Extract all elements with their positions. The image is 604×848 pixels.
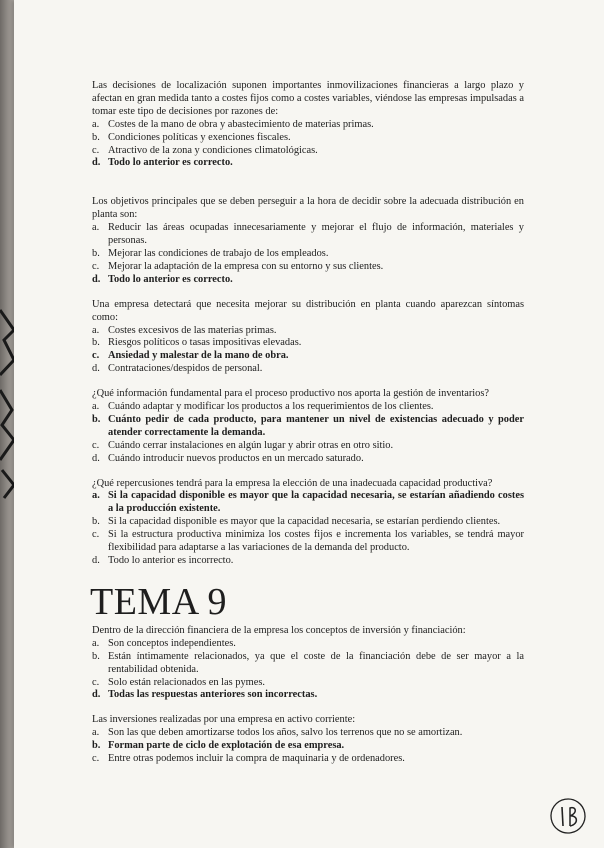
option-letter: c. — [92, 439, 100, 451]
answer-option — [92, 337, 524, 350]
answer-option — [92, 274, 524, 287]
answer-option — [92, 516, 524, 529]
option-letter: a. — [92, 401, 100, 413]
answer-option — [92, 222, 524, 248]
option-letter: b. — [92, 247, 100, 259]
option-text: Cuándo adaptar y modificar los productos a los requerimientos de los clientes. — [108, 401, 434, 413]
question-text: Las decisiones de localización suponen importantes inmovilizaciones financieras a largo plazo y afectan en gran medida tanto a costes fijos como a costes variables, viéndose las empresas impulsadas a tomar este tipo de decisiones por razones de: — [92, 80, 524, 117]
answer-option — [92, 248, 524, 261]
option-text: Contrataciones/despidos de personal. — [108, 363, 263, 375]
question-block — [92, 478, 524, 568]
option-text: Todo lo anterior es correcto. — [108, 273, 233, 285]
answer-option — [92, 145, 524, 158]
question-block — [92, 80, 524, 170]
option-text: Todo lo anterior es correcto. — [108, 157, 233, 169]
option-letter: d. — [92, 363, 100, 375]
question-block — [92, 299, 524, 376]
answer-option — [92, 132, 524, 145]
option-text: Ansiedad y malestar de la mano de obra. — [108, 350, 289, 362]
option-text: Mejorar las condiciones de trabajo de los empleados. — [108, 247, 329, 259]
option-list — [92, 401, 524, 466]
option-text: Forman parte de ciclo de explotación de esa empresa. — [108, 740, 345, 752]
option-list — [92, 325, 524, 377]
option-list — [92, 727, 524, 766]
option-text: Son las que deben amortizarse todos los años, salvo los terrenos que no se amortizan. — [108, 727, 463, 739]
answer-option — [92, 440, 524, 453]
option-text: Atractivo de la zona y condiciones climatológicas. — [108, 144, 318, 156]
answer-option — [92, 453, 524, 466]
answer-option — [92, 401, 524, 414]
questions-after — [92, 625, 524, 766]
answer-option — [92, 350, 524, 363]
option-text: Si la capacidad disponible es mayor que la capacidad necesaria, se estarían perdiendo clientes. — [108, 516, 501, 528]
option-letter: c. — [92, 529, 100, 541]
option-text: Entre otras podemos incluir la compra de maquinaria y de ordenadores. — [108, 753, 405, 765]
option-letter: b. — [92, 516, 100, 528]
option-letter: d. — [92, 273, 101, 285]
option-text: Todo lo anterior es incorrecto. — [108, 555, 234, 566]
option-text: Cuánto pedir de cada producto, para mantener un nivel de existencias adecuado y poder atender correctamente la demanda. — [108, 413, 524, 438]
option-letter: a. — [92, 637, 100, 649]
answer-option — [92, 529, 524, 555]
option-letter: d. — [92, 555, 100, 566]
option-text: Están íntimamente relacionados, ya que el coste de la financiación debe de ser mayor a la rentabilidad obtenida. — [108, 650, 524, 675]
question-text: Las inversiones realizadas por una empresa en activo corriente: — [92, 714, 356, 726]
answer-option — [92, 414, 524, 440]
option-text: Cuándo cerrar instalaciones en algún lugar y abrir otras en otro sitio. — [108, 439, 394, 451]
option-text: Condiciones políticas y exenciones fiscales. — [108, 131, 291, 143]
option-text: Solo están relacionados en las pymes. — [108, 676, 265, 688]
question-block — [92, 388, 524, 465]
answer-option — [92, 363, 524, 376]
option-letter: c. — [92, 350, 100, 362]
option-letter: b. — [92, 413, 101, 425]
option-letter: c. — [92, 260, 100, 272]
question-text: Los objetivos principales que se deben perseguir a la hora de decidir sobre la adecuada distribución en planta son: — [92, 196, 524, 221]
option-text: Si la capacidad disponible es mayor que la capacidad necesaria, se estarían añadiendo costes a la producción existente. — [108, 490, 524, 515]
option-letter: d. — [92, 452, 100, 464]
option-letter: d. — [92, 157, 101, 169]
option-letter: d. — [92, 689, 101, 701]
option-text: Mejorar la adaptación de la empresa con su entorno y sus clientes. — [108, 260, 384, 272]
answer-option — [92, 677, 524, 690]
question-text: Una empresa detectará que necesita mejorar su distribución en planta cuando aparezcan síntomas como: — [92, 298, 524, 323]
answer-option — [92, 689, 524, 702]
option-text: Todas las respuestas anteriores son incorrectas. — [108, 689, 318, 701]
answer-option — [92, 555, 524, 568]
option-letter: b. — [92, 740, 101, 752]
question-block — [92, 625, 524, 702]
exam-content — [92, 80, 524, 766]
answer-option — [92, 490, 524, 516]
question-text: Dentro de la dirección financiera de la empresa los conceptos de inversión y financiación: — [92, 624, 466, 636]
option-letter: b. — [92, 131, 100, 143]
option-list — [92, 222, 524, 287]
option-letter: c. — [92, 753, 100, 765]
option-letter: a. — [92, 324, 100, 336]
option-letter: b. — [92, 650, 100, 662]
option-letter: a. — [92, 490, 100, 502]
option-text: Son conceptos independientes. — [108, 637, 236, 649]
answer-option — [92, 651, 524, 677]
option-text: Cuándo introducir nuevos productos en un mercado saturado. — [108, 452, 364, 464]
answer-option — [92, 261, 524, 274]
option-list — [92, 638, 524, 703]
answer-option — [92, 727, 524, 740]
question-block — [92, 714, 524, 766]
option-letter: c. — [92, 144, 100, 156]
option-text: Costes de la mano de obra y abastecimiento de materias primas. — [108, 118, 374, 130]
option-text: Reducir las áreas ocupadas innecesariamente y mejorar el flujo de información, materiales y personas. — [108, 222, 524, 247]
questions-before — [92, 80, 524, 568]
answer-option — [92, 119, 524, 132]
answer-option — [92, 157, 524, 170]
option-text: Riesgos políticos o tasas impositivas elevadas. — [108, 337, 302, 349]
option-list — [92, 119, 524, 171]
answer-option — [92, 753, 524, 766]
answer-option — [92, 740, 524, 753]
answer-option — [92, 638, 524, 651]
section-heading: TEMA 9 — [90, 580, 228, 623]
option-letter: a. — [92, 222, 100, 234]
question-text: ¿Qué repercusiones tendrá para la empresa la elección de una inadecuada capacidad productiva? — [92, 477, 493, 489]
option-letter: a. — [92, 118, 100, 130]
answer-option — [92, 325, 524, 338]
option-text: Si la estructura productiva minimiza los costes fijos e incrementa los variables, se tendrá mayor flexibilidad para adaptarse a las variaciones de la demanda del producto. — [108, 529, 524, 554]
option-list — [92, 490, 524, 567]
option-text: Costes excesivos de las materias primas. — [108, 324, 277, 336]
option-letter: a. — [92, 727, 100, 739]
handwritten-page-number — [548, 796, 588, 836]
option-letter: c. — [92, 676, 100, 688]
option-letter: b. — [92, 337, 100, 349]
question-block — [92, 196, 524, 286]
question-text: ¿Qué información fundamental para el proceso productivo nos aporta la gestión de inventarios? — [92, 388, 490, 400]
